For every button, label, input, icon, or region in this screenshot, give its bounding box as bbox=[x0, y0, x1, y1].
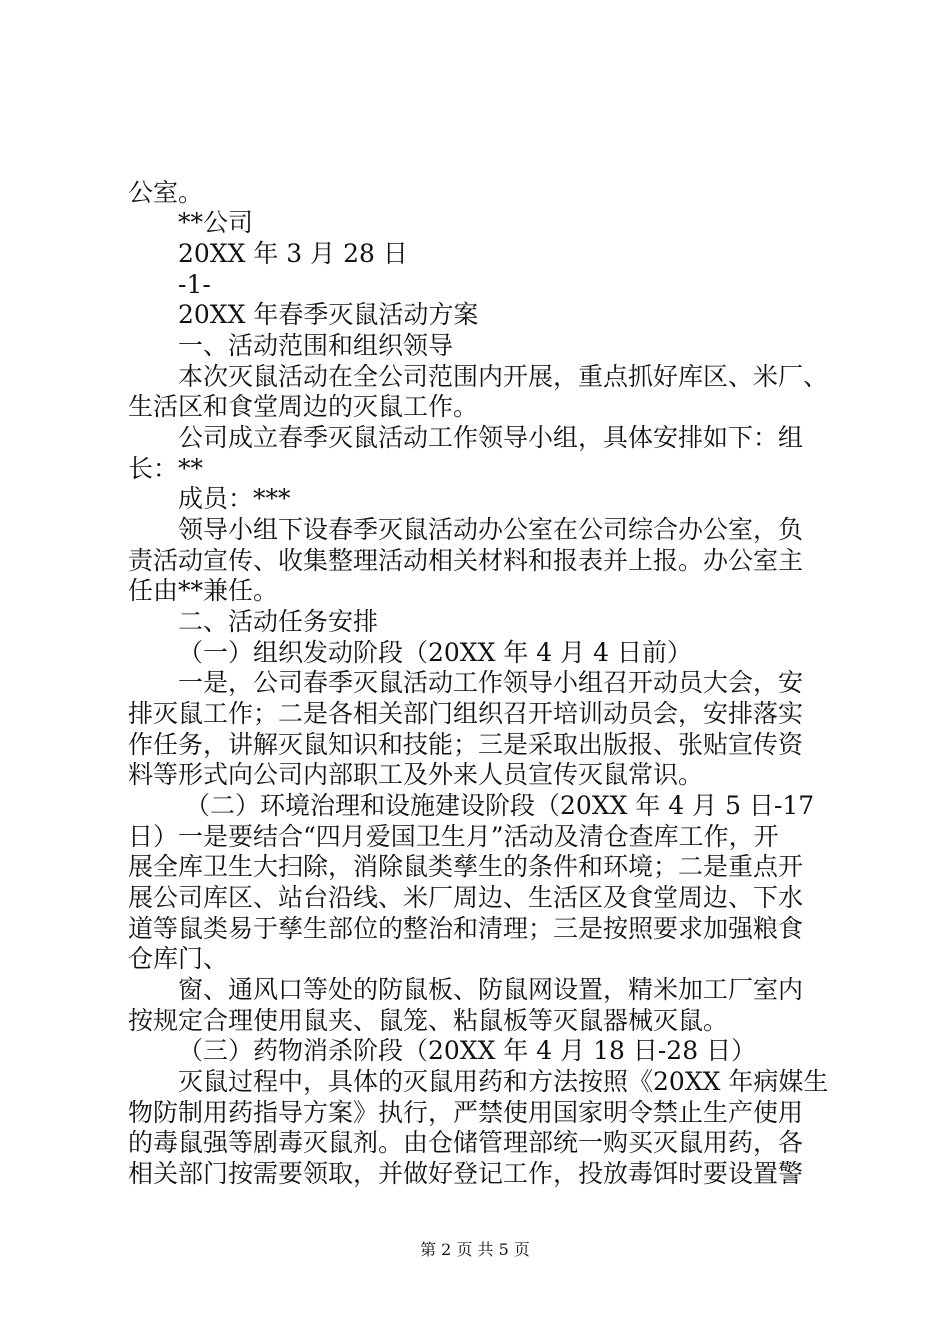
text-line: 物防制用药指导方案》执行，严禁使用国家明令禁止生产使用 bbox=[128, 1098, 804, 1127]
text-line: 相关部门按需要领取，并做好登记工作，投放毒饵时要设置警 bbox=[128, 1159, 804, 1188]
text-line: 责活动宣传、收集整理活动相关材料和报表并上报。办公室主 bbox=[128, 546, 804, 575]
text-line: 领导小组下设春季灭鼠活动办公室在公司综合办公室，负 bbox=[178, 515, 804, 544]
text-line: 公司成立春季灭鼠活动工作领导小组，具体安排如下：组 bbox=[178, 423, 804, 452]
text-line: **公司 bbox=[178, 208, 254, 237]
text-line: 生活区和食堂周边的灭鼠工作。 bbox=[128, 392, 479, 421]
text-line: 仓库门、 bbox=[128, 944, 229, 973]
section-heading: 一、活动范围和组织领导 bbox=[178, 331, 454, 360]
text-line: 展全库卫生大扫除，消除鼠类孳生的条件和环境；二是重点开 bbox=[128, 852, 804, 881]
subsection-heading: （二）环境治理和设施建设阶段（20XX 年 4 月 5 日-17 bbox=[185, 791, 815, 820]
text-line: 任由**兼任。 bbox=[128, 576, 279, 605]
text-line: 的毒鼠强等剧毒灭鼠剂。由仓储管理部统一购买灭鼠用药，各 bbox=[128, 1128, 804, 1157]
text-line: 公室。 bbox=[128, 178, 204, 207]
document-title: 20XX 年春季灭鼠活动方案 bbox=[178, 300, 479, 329]
text-line: 道等鼠类易于孳生部位的整治和清理；三是按照要求加强粮食 bbox=[128, 914, 804, 943]
text-line: 日）一是要结合“四月爱国卫生月”活动及清仓查库工作，开 bbox=[128, 822, 779, 851]
text-line: 成员：*** bbox=[178, 484, 291, 513]
text-line: 长：** bbox=[128, 454, 204, 483]
subsection-heading: （一）组织发动阶段（20XX 年 4 月 4 日前） bbox=[178, 638, 692, 667]
text-line: 展公司库区、站台沿线、米厂周边、生活区及食堂周边、下水 bbox=[128, 883, 804, 912]
text-line: 灭鼠过程中，具体的灭鼠用药和方法按照《20XX 年病媒生 bbox=[178, 1067, 829, 1096]
section-heading: 二、活动任务安排 bbox=[178, 607, 379, 636]
text-line: 窗、通风口等处的防鼠板、防鼠网设置，精米加工厂室内 bbox=[178, 975, 804, 1004]
text-line: 按规定合理使用鼠夹、鼠笼、粘鼠板等灭鼠器械灭鼠。 bbox=[128, 1006, 729, 1035]
text-line: 作任务，讲解灭鼠知识和技能；三是采取出版报、张贴宣传资 bbox=[128, 730, 804, 759]
page-marker: -1- bbox=[178, 270, 211, 299]
subsection-heading: （三）药物消杀阶段（20XX 年 4 月 18 日-28 日） bbox=[178, 1036, 757, 1065]
text-line: 本次灭鼠活动在全公司范围内开展，重点抓好库区、米厂、 bbox=[178, 362, 829, 391]
text-line: 排灭鼠工作；二是各相关部门组织召开培训动员会，安排落实 bbox=[128, 699, 804, 728]
text-line: 料等形式向公司内部职工及外来人员宣传灭鼠常识。 bbox=[128, 760, 704, 789]
text-line: 20XX 年 3 月 28 日 bbox=[178, 239, 408, 268]
text-line: 一是，公司春季灭鼠活动工作领导小组召开动员大会，安 bbox=[178, 668, 804, 697]
page-footer: 第 2 页 共 5 页 bbox=[420, 1240, 530, 1259]
